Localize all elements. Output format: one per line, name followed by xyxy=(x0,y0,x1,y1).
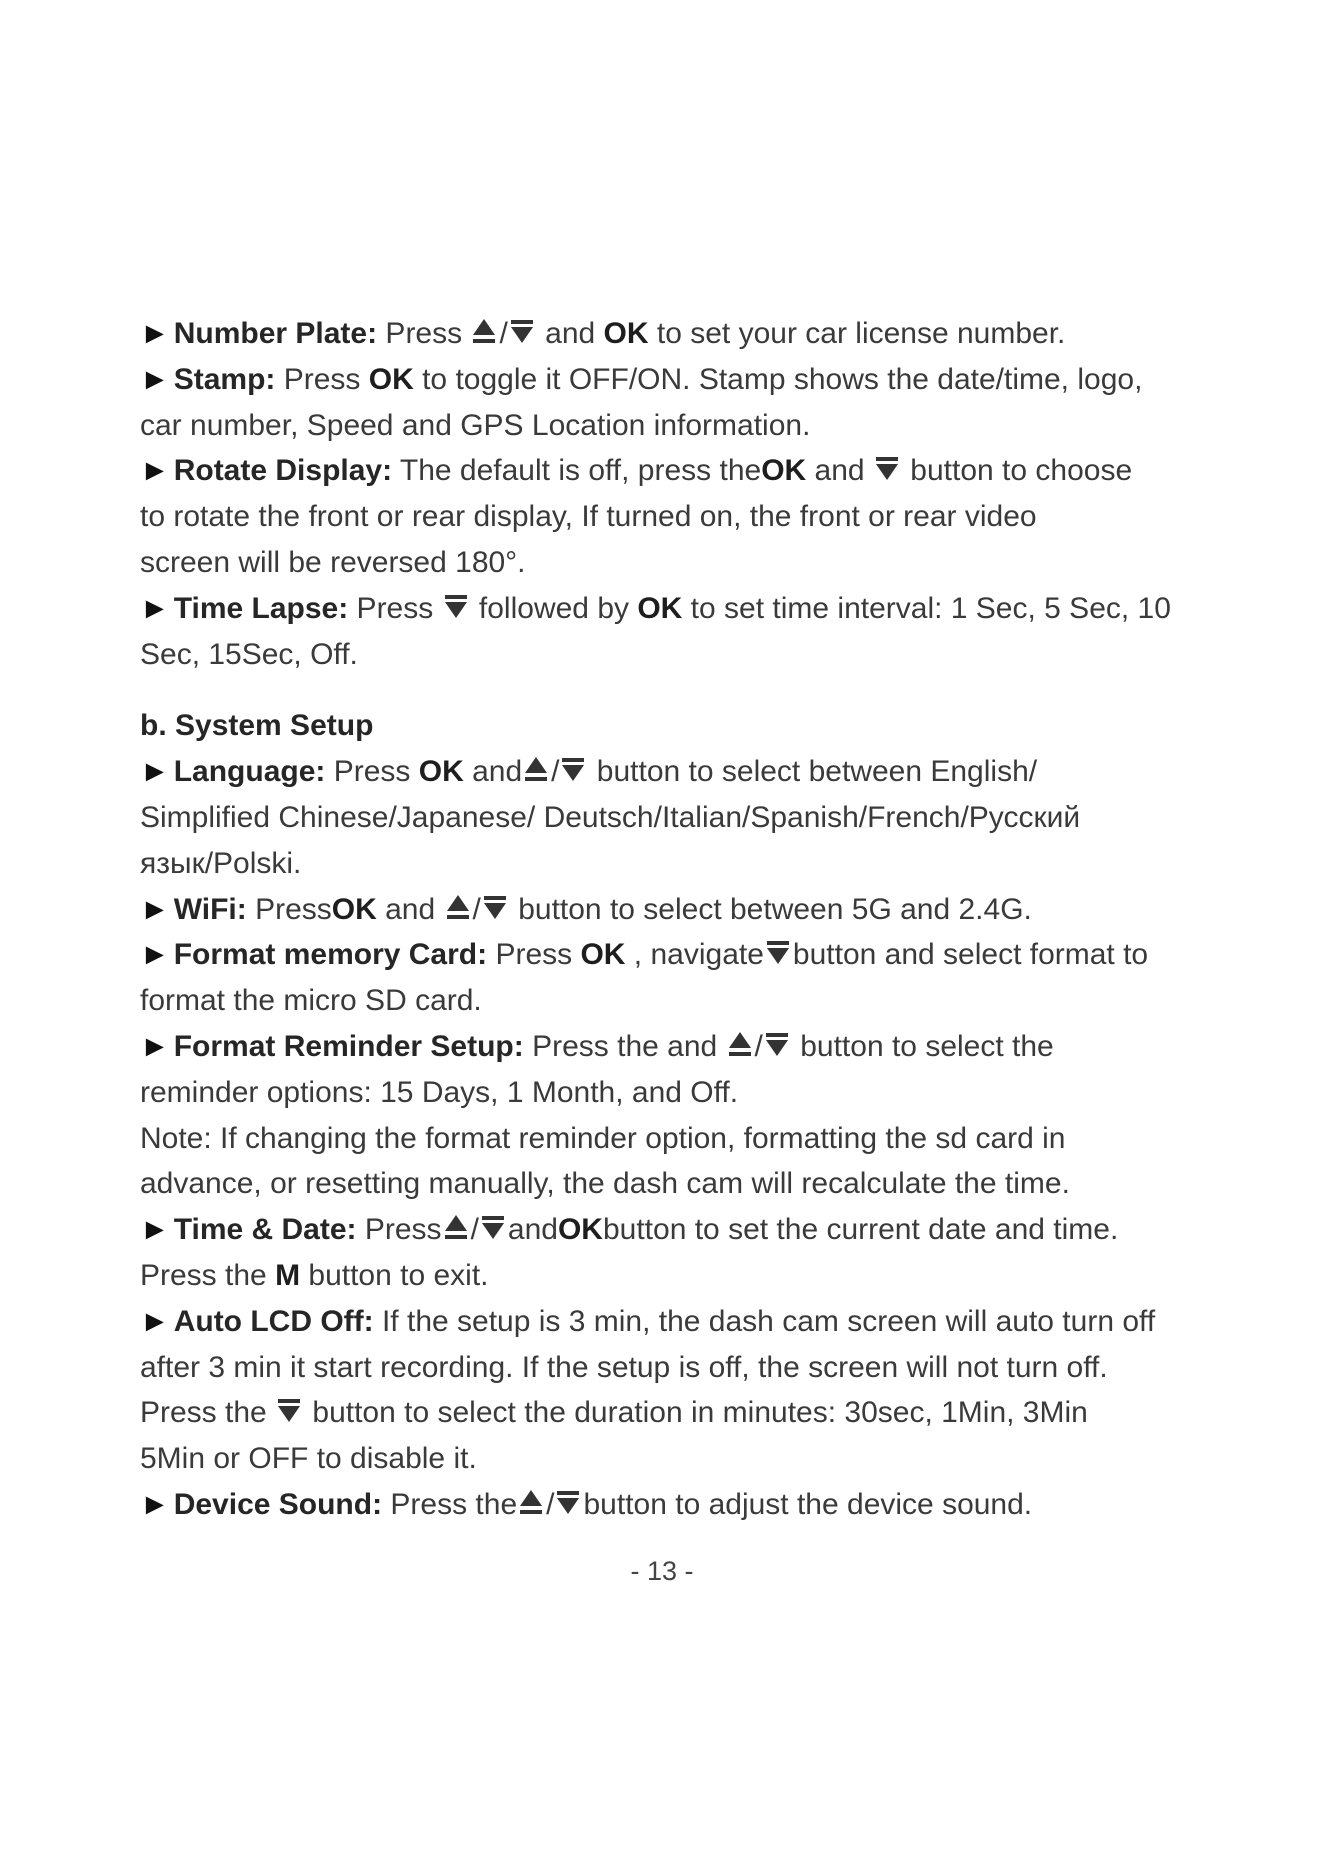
separator: / xyxy=(754,1029,763,1063)
ok-button-text: OK xyxy=(557,1213,603,1247)
device-sound-item xyxy=(140,1482,1250,1528)
time-date-line-2 xyxy=(140,1253,1250,1299)
down-triangle-icon xyxy=(875,454,900,484)
text: to toggle it OFF/ON. Stamp shows the date/time, logo, xyxy=(413,362,1143,396)
text: and xyxy=(507,1213,558,1247)
down-triangle-icon xyxy=(483,893,508,923)
down-triangle-icon xyxy=(277,1396,302,1426)
text: Press xyxy=(356,1213,442,1247)
note-line-2: advance, or resetting manually, the dash cam will recalculate the time. xyxy=(140,1167,1070,1201)
text: and xyxy=(806,454,873,488)
bullet-arrow: ► xyxy=(140,1487,170,1521)
text: The default is off, press the xyxy=(392,454,762,488)
down-triangle-icon xyxy=(766,938,791,968)
down-triangle-icon xyxy=(765,1030,790,1060)
auto-lcd-item xyxy=(140,1299,1250,1345)
text: Press xyxy=(325,755,419,789)
time-lapse-item xyxy=(140,586,1250,632)
bullet-arrow: ► xyxy=(140,1213,170,1247)
text: to set time interval: 1 Sec, 5 Sec, 10 xyxy=(682,591,1171,625)
ok-button-text: OK xyxy=(368,362,414,396)
separator: / xyxy=(472,892,481,926)
time-lapse-label: Time Lapse: xyxy=(173,591,349,625)
text: button to select between 5G and 2.4G. xyxy=(509,892,1032,926)
number-plate-label: Number Plate: xyxy=(173,317,378,350)
text: button to choose xyxy=(901,454,1133,488)
rotate-display-item xyxy=(140,448,1250,494)
wifi-item xyxy=(140,887,1250,933)
text: button to select the xyxy=(791,1029,1054,1063)
ok-button-text: OK xyxy=(418,755,464,789)
auto-lcd-line-4: 5Min or OFF to disable it. xyxy=(140,1442,477,1476)
m-button-icon: M xyxy=(275,1258,301,1292)
bullet-arrow: ► xyxy=(140,892,170,926)
separator: / xyxy=(470,1213,479,1247)
stamp-line-2: car number, Speed and GPS Location information. xyxy=(140,408,811,442)
time-date-label: Time & Date: xyxy=(173,1213,357,1247)
up-triangle-icon xyxy=(519,1488,544,1518)
text: and xyxy=(536,317,604,350)
up-triangle-icon xyxy=(446,893,471,923)
down-triangle-icon xyxy=(561,755,586,785)
format-reminder-label: Format Reminder Setup: xyxy=(173,1029,524,1063)
bullet-arrow: ► xyxy=(140,1029,170,1063)
up-triangle-icon xyxy=(444,1213,469,1243)
up-triangle-icon xyxy=(524,755,549,785)
rotate-line-3: screen will be reversed 180°. xyxy=(140,545,526,579)
up-triangle-icon xyxy=(472,317,497,347)
format-card-label: Format memory Card: xyxy=(173,938,488,972)
rotate-line-2: to rotate the front or rear display, If turned on, the front or rear video xyxy=(140,500,1037,534)
text: Press xyxy=(348,591,442,625)
bullet-arrow: ► xyxy=(140,938,170,972)
auto-lcd-line-3 xyxy=(140,1390,1250,1436)
text: Press xyxy=(377,317,471,350)
up-triangle-icon xyxy=(728,1030,753,1060)
auto-lcd-label: Auto LCD Off: xyxy=(173,1304,374,1338)
text: button to set the current date and time. xyxy=(602,1213,1119,1247)
text: followed by xyxy=(470,591,638,625)
time-date-item xyxy=(140,1207,1250,1253)
stamp-item xyxy=(140,357,1250,403)
language-item xyxy=(140,749,1250,795)
language-label: Language: xyxy=(173,755,326,789)
text: Press the xyxy=(140,1258,276,1292)
stamp-label: Stamp: xyxy=(173,362,276,396)
bullet-arrow: ► xyxy=(140,362,170,396)
rotate-display-label: Rotate Display: xyxy=(173,454,393,488)
text: Press xyxy=(246,892,332,926)
text: Press xyxy=(275,362,369,396)
auto-lcd-line-2: after 3 min it start recording. If the setup is off, the screen will not turn off. xyxy=(140,1350,1108,1384)
device-sound-label: Device Sound: xyxy=(173,1487,383,1521)
bullet-arrow: ► xyxy=(140,591,170,625)
text: Press the xyxy=(382,1487,518,1521)
format-reminder-item xyxy=(140,1024,1250,1070)
down-triangle-icon xyxy=(444,592,469,622)
text: , navigate xyxy=(625,938,764,972)
format-reminder-line-2: reminder options: 15 Days, 1 Month, and Off. xyxy=(140,1075,739,1109)
format-card-item xyxy=(140,932,1250,978)
ok-button-text: OK xyxy=(580,938,626,972)
text: and xyxy=(376,892,444,926)
text: button to adjust the device sound. xyxy=(583,1487,1033,1521)
bullet-arrow: ► xyxy=(140,454,170,488)
text: to set your car license number. xyxy=(648,317,1066,350)
text: button to select between English/ xyxy=(588,755,1038,789)
ok-button-text: OK xyxy=(603,317,649,350)
language-line-3: язык/Polski. xyxy=(140,846,302,880)
number-plate-item xyxy=(140,311,1250,357)
text: If the setup is 3 min, the dash cam screen will auto turn off xyxy=(373,1304,1156,1338)
text: button to select the duration in minutes: 30sec, 1Min, 3Min xyxy=(304,1396,1088,1430)
down-triangle-icon xyxy=(556,1488,581,1518)
down-triangle-icon xyxy=(481,1213,506,1243)
text: Press the and xyxy=(523,1029,726,1063)
time-lapse-line-2: Sec, 15Sec, Off. xyxy=(140,637,358,671)
text: Press xyxy=(487,938,581,972)
separator: / xyxy=(546,1487,555,1521)
manual-content xyxy=(140,311,1250,1528)
text: and xyxy=(463,755,523,789)
separator: / xyxy=(499,317,508,350)
bullet-arrow: ► xyxy=(140,755,170,789)
bullet-arrow: ► xyxy=(140,317,170,350)
down-triangle-icon xyxy=(510,317,535,347)
format-card-line-2: format the micro SD card. xyxy=(140,984,482,1018)
text: button and select format to xyxy=(792,938,1149,972)
wifi-label: WiFi: xyxy=(173,892,247,926)
separator: / xyxy=(551,755,560,789)
ok-button-text: OK xyxy=(331,892,377,926)
ok-button-text: OK xyxy=(761,454,807,488)
section-heading-system-setup: b. System Setup xyxy=(140,709,374,743)
ok-button-text: OK xyxy=(637,591,683,625)
language-line-2: Simplified Chinese/Japanese/ Deutsch/Italian/Spanish/French/Русский xyxy=(140,800,1081,834)
section-gap xyxy=(140,677,1250,703)
bullet-arrow: ► xyxy=(140,1304,170,1338)
text: button to exit. xyxy=(300,1258,489,1292)
page-number: - 13 - xyxy=(630,1556,694,1586)
text: Press the xyxy=(140,1396,276,1430)
note-line-1: Note: If changing the format reminder option, formatting the sd card in xyxy=(140,1121,1066,1155)
